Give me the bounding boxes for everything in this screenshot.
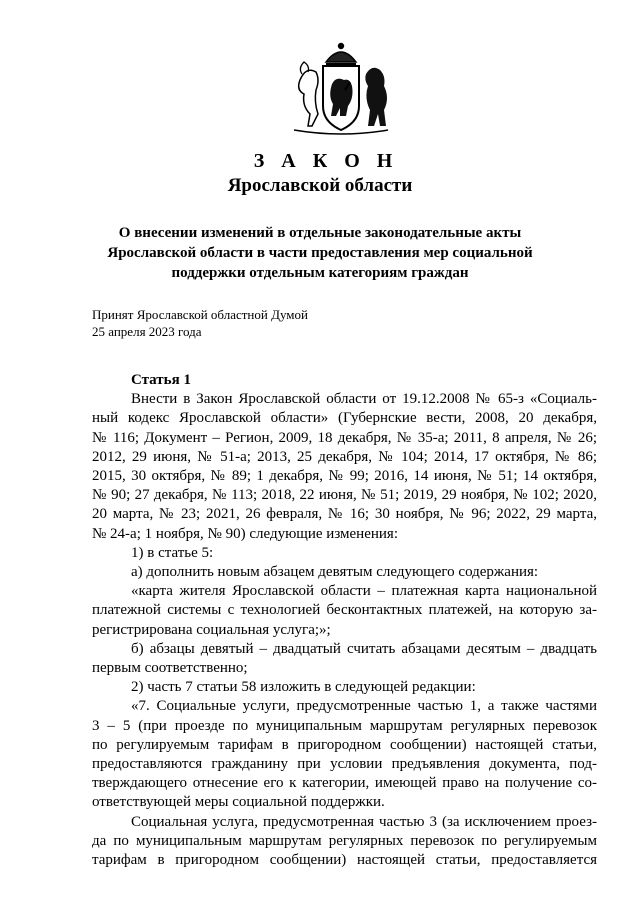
body-line: 2015, 30 октября, № 89; 1 декабря, № 99; 2016, 14 июня, № 51; 14 октября, [92,468,597,485]
body-line: б) абзацы девятый – двадцатый считать абзацами десятым – двадцать [131,640,597,657]
law-subject [70,223,570,283]
law-region: Ярославской области [227,175,413,196]
body-line: 20 марта, № 23; 2021, 26 февраля, № 16; 30 ноября, № 96; 2022, 29 марта, [92,506,597,523]
body-line: «7. Социальные услуги, предусмотренные частью 1, а также частями [131,698,597,715]
adopted-by: Принят Ярославской областной Думой [92,307,308,322]
body-line: да по муниципальным маршрутам регулярных перевозок по регулируемым [92,832,597,849]
body-line: 2) часть 7 статьи 58 изложить в следующей редакции: [131,679,476,696]
body-line: № 24-а; 1 ноября, № 90) следующие изменения: [92,525,398,542]
body-line: предоставляются гражданину при условии предъявления документа, под- [92,756,597,773]
body-line: 3 – 5 (при проезде по муниципальным маршрутам регулярных перевозок [92,717,597,734]
body-line: ответствующей меры социальной поддержки. [92,794,385,811]
body-line: регистрирована социальная услуга;»; [92,621,331,638]
subject-line: О внесении изменений в отдельные законодательные акты [118,225,522,241]
body-line: тверждающего отнесение его к категории, имеющей право на получение со- [92,775,597,792]
body-line: «карта жителя Ярославской области – платежная карта национальной [131,583,597,600]
subject-line: Ярославской области в части предоставления мер социальной [107,245,533,261]
article-heading: Статья 1 [131,372,191,388]
law-body [92,371,597,870]
coat-of-arms-emblem [286,40,396,140]
adoption-date: 25 апреля 2023 года [92,324,202,339]
body-line: 1) в статье 5: [131,544,214,561]
law-title: З А К О Н [253,150,399,172]
body-line: № 90; 27 декабря, № 113; 2018, 22 июня, № 51; 2019, 29 ноября, № 102; 2020, [92,487,597,504]
body-line: ный кодекс Ярославской области» (Губернские вести, 2008, 20 декабря, [92,410,597,427]
body-line: платежной системы с технологией бесконтактных платежей, на которую за- [92,602,597,619]
body-line: Социальная услуга, предусмотренная частью 3 (за исключением проез- [131,813,597,830]
body-line: по регулируемым тарифам в пригородном сообщении) настоящей статьи, [92,736,597,753]
body-line: первым соответственно; [92,660,248,677]
body-text [92,390,597,870]
subject-line: поддержки отдельным категориям граждан [171,265,469,281]
body-line: тарифам в пригородном сообщении) настоящей статьи, предоставляется [92,852,597,869]
body-line: а) дополнить новым абзацем девятым следующего содержания: [131,564,539,581]
body-line: Внести в Закон Ярославской области от 19.12.2008 № 65-з «Социаль- [131,391,597,408]
body-line: 2012, 29 июня, № 51-а; 2013, 25 декабря, № 104; 2014, 17 октября, № 86; [92,448,597,465]
adoption-info [92,306,308,340]
body-line: № 116; Документ – Регион, 2009, 18 декабря, № 35-а; 2011, 8 апреля, № 26; [92,429,597,446]
